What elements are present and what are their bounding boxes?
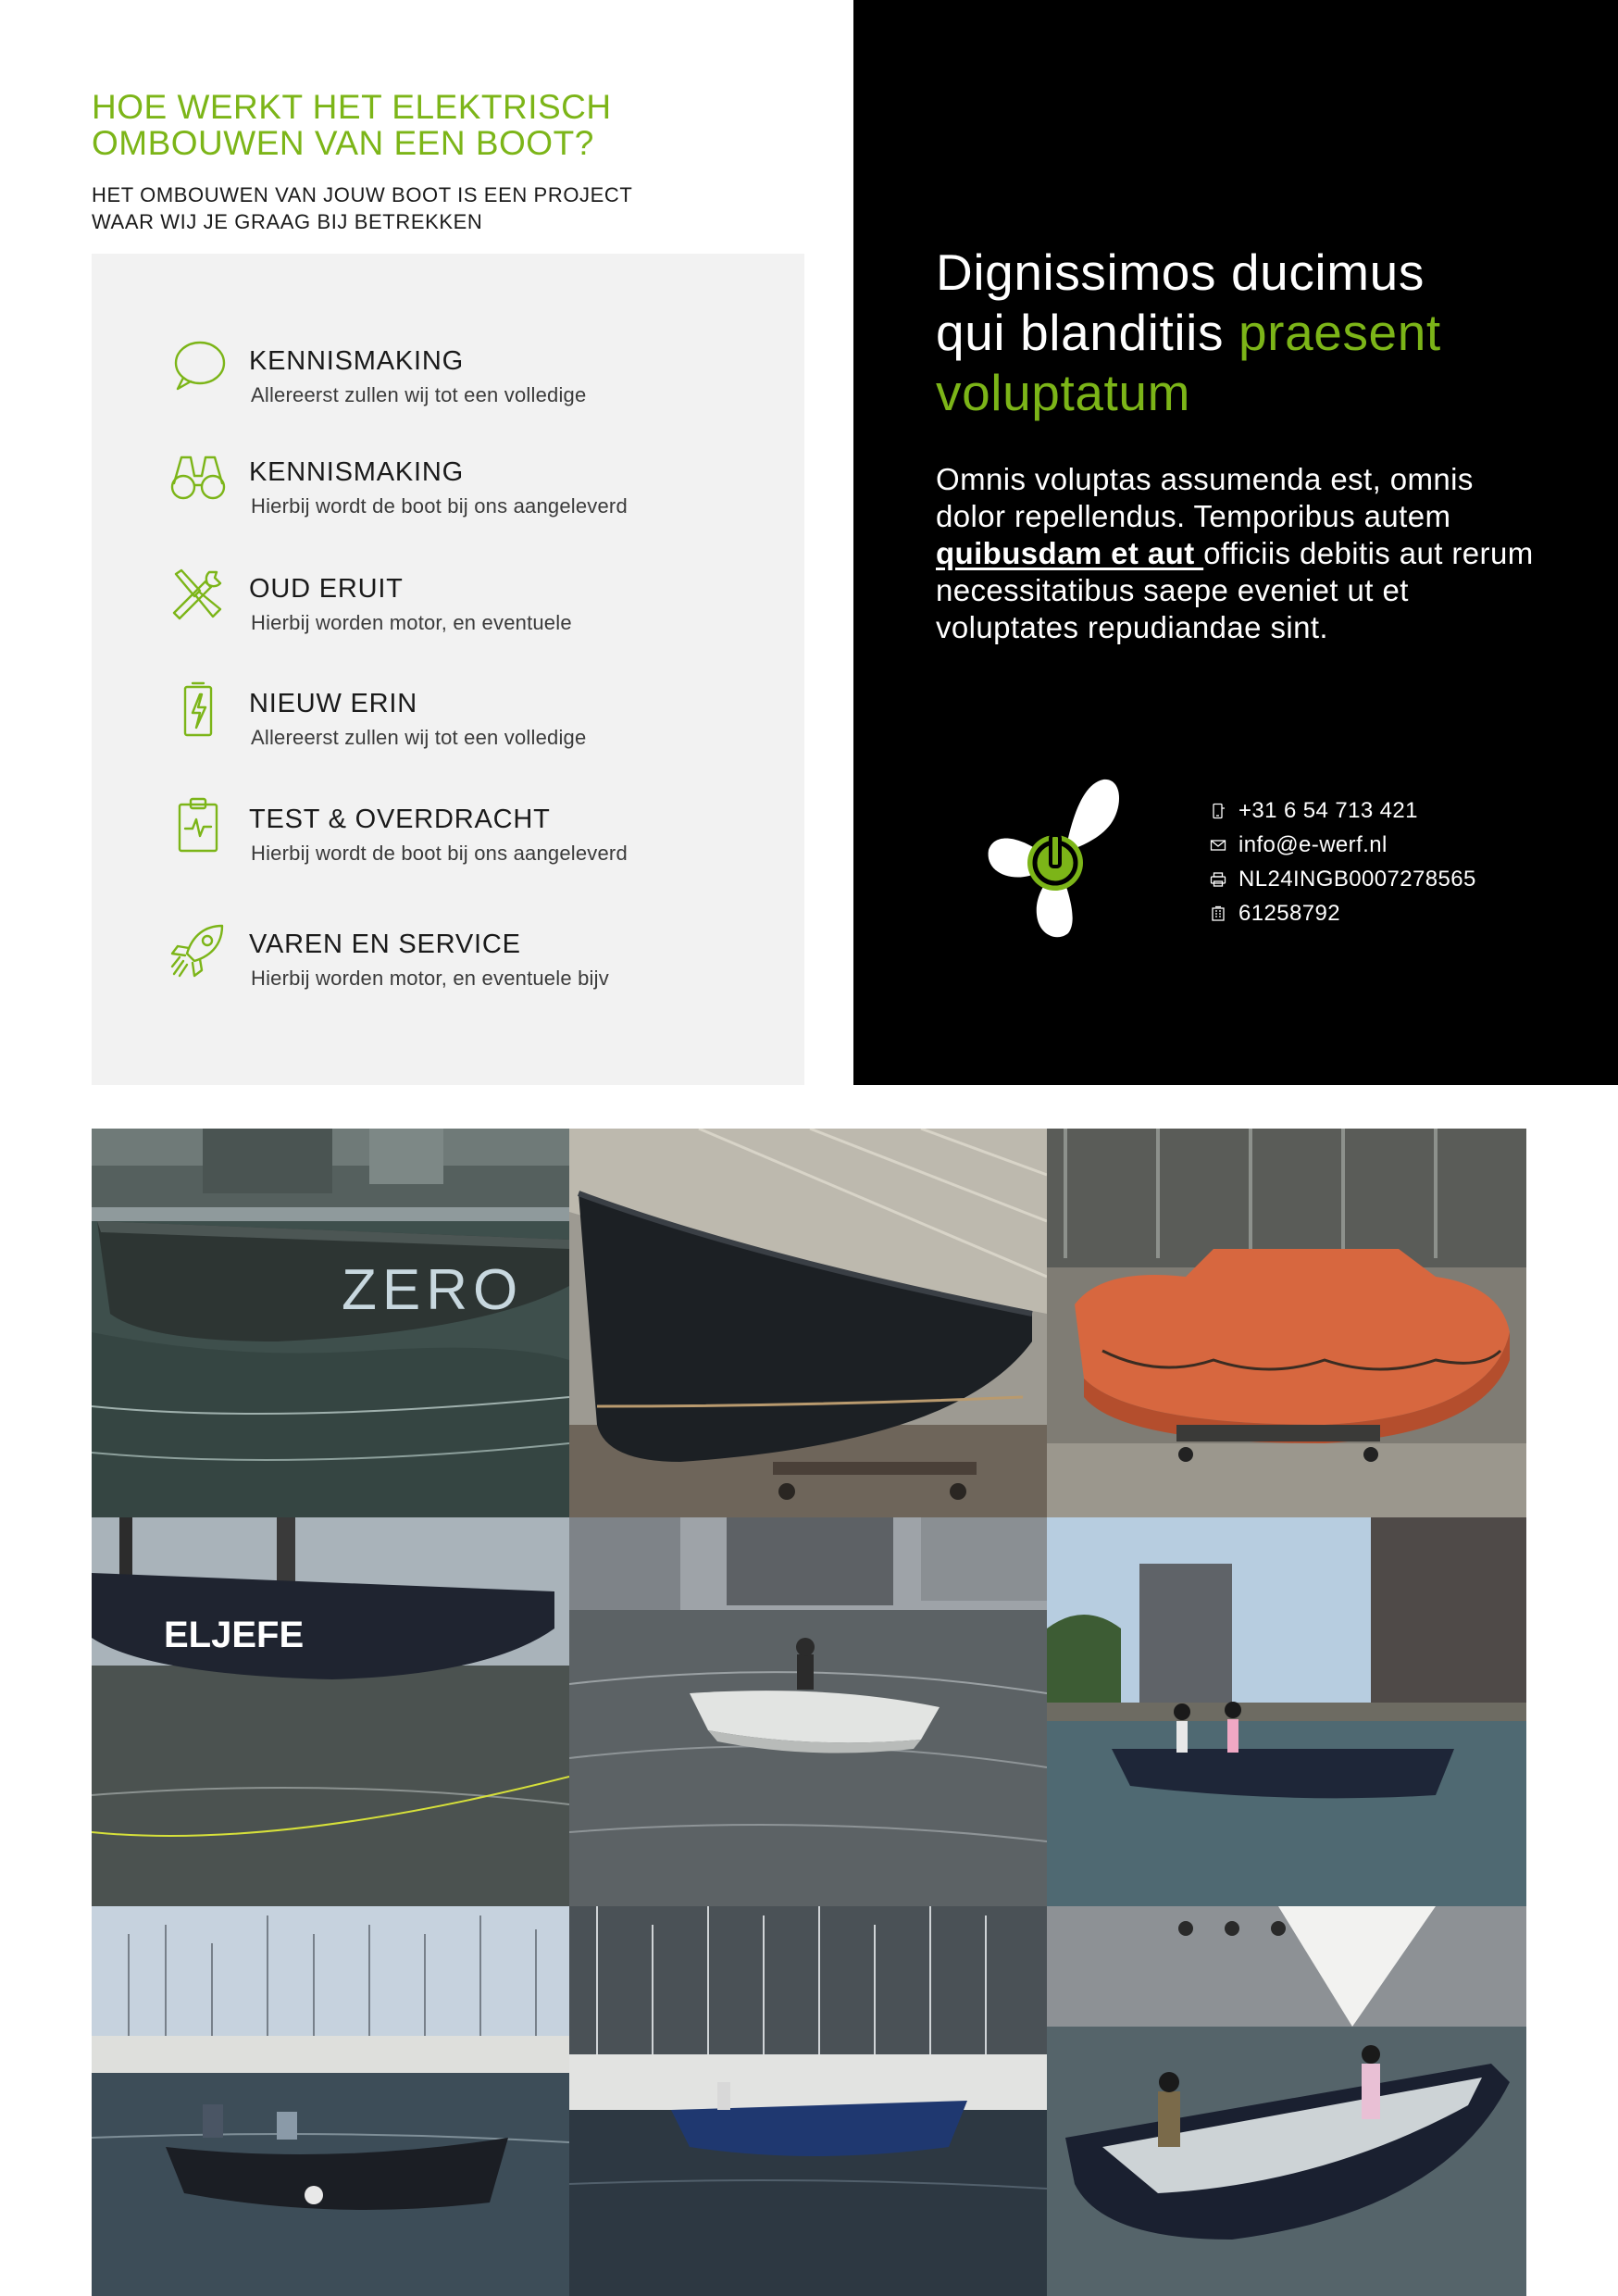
zero-label: ZERO: [342, 1258, 524, 1322]
step-description: Allereerst zullen wij tot een volledige: [251, 726, 587, 749]
photo-hull-workshop: [569, 1129, 1047, 1517]
step-title: NIEUW ERIN: [249, 689, 417, 718]
contact-list: [1209, 793, 1598, 930]
step-item: [168, 337, 779, 411]
body-text-part-1: Omnis voluptas assumenda est, omnis dolor repellendus. Temporibus autem: [936, 462, 1474, 533]
step-description: Allereerst zullen wij tot een volledige: [251, 383, 587, 406]
info-panel: [853, 0, 1618, 1085]
email-address: info@e-werf.nl: [1238, 831, 1388, 857]
step-description: Hierbij wordt de boot bij ons aangeleverd: [251, 842, 628, 865]
contact-iban: [1209, 862, 1598, 896]
headline-accent-line-3: voluptatum: [936, 364, 1191, 421]
step-item: [168, 795, 779, 869]
clipboard-icon: [168, 795, 228, 855]
photo-boat-marina-masts: [569, 1906, 1047, 2296]
panel-headline: [936, 243, 1565, 423]
headline-line-2: qui blanditiis: [936, 304, 1238, 361]
iban-number: NL24INGB0007278565: [1238, 866, 1476, 892]
step-description: Hierbij worden motor, en eventuele bijv: [251, 967, 609, 990]
step-item: [168, 565, 779, 639]
step-title: KENNISMAKING: [249, 346, 464, 376]
contact-phone[interactable]: [1209, 793, 1598, 828]
step-title: OUD ERUIT: [249, 574, 404, 604]
eljefe-label: ELJEFE: [164, 1615, 305, 1655]
photo-grid: [92, 1129, 1526, 2296]
headline-line-1: Dignissimos ducimus: [936, 243, 1425, 301]
photo-boat-people-city: [1047, 1517, 1526, 1906]
intro-section: [92, 89, 814, 235]
tools-icon: [168, 565, 228, 624]
page-subtitle-line-1: HET OMBOUWEN VAN JOUW BOOT IS EEN PROJECT: [92, 183, 633, 206]
battery-icon: [168, 680, 228, 739]
photo-orange-lifeboat: [1047, 1129, 1526, 1517]
propeller-power-logo: [985, 774, 1124, 941]
photo-eljefe-boat: [92, 1517, 569, 1906]
steps-panel: [92, 254, 804, 1085]
phone-number: +31 6 54 713 421: [1238, 797, 1418, 823]
envelope-icon: [1209, 836, 1227, 855]
building-icon: [1209, 905, 1227, 923]
phone-icon: [1209, 802, 1227, 820]
page-title: [92, 89, 814, 161]
page-title-line-2: OMBOUWEN VAN EEN BOOT?: [92, 124, 594, 162]
step-item: [168, 920, 779, 994]
photo-boat-marina-sunset: [92, 1906, 569, 2296]
body-text-part-2: officiis debitis aut rerum necessitatibus saepe eveniet ut et voluptates repudiandae sint.: [936, 536, 1534, 644]
step-item: [168, 680, 779, 754]
contact-kvk: [1209, 896, 1598, 930]
chat-bubble-icon: [168, 337, 228, 396]
photo-boat-ship-hull: [1047, 1906, 1526, 2296]
step-item: [168, 448, 779, 522]
contact-email[interactable]: [1209, 828, 1598, 862]
headline-accent: praesent: [1238, 304, 1441, 361]
page-title-line-1: HOE WERKT HET ELEKTRISCH: [92, 88, 612, 126]
binoculars-icon: [168, 448, 228, 507]
step-title: VAREN EN SERVICE: [249, 930, 521, 959]
step-description: Hierbij worden motor, en eventuele: [251, 611, 572, 634]
photo-zero-boat: [92, 1129, 569, 1517]
rocket-icon: [168, 920, 228, 980]
step-title: KENNISMAKING: [249, 457, 464, 487]
page-subtitle: [92, 181, 814, 235]
body-link[interactable]: quibusdam et aut: [936, 536, 1204, 570]
step-description: Hierbij wordt de boot bij ons aangeleverd: [251, 494, 628, 518]
printer-icon: [1209, 870, 1227, 889]
panel-body-text: [936, 461, 1547, 646]
step-title: TEST & OVERDRACHT: [249, 805, 551, 834]
page-subtitle-line-2: WAAR WIJ JE GRAAG BIJ BETREKKEN: [92, 210, 483, 233]
kvk-number: 61258792: [1238, 900, 1340, 926]
photo-capitola-boat: [569, 1517, 1047, 1906]
